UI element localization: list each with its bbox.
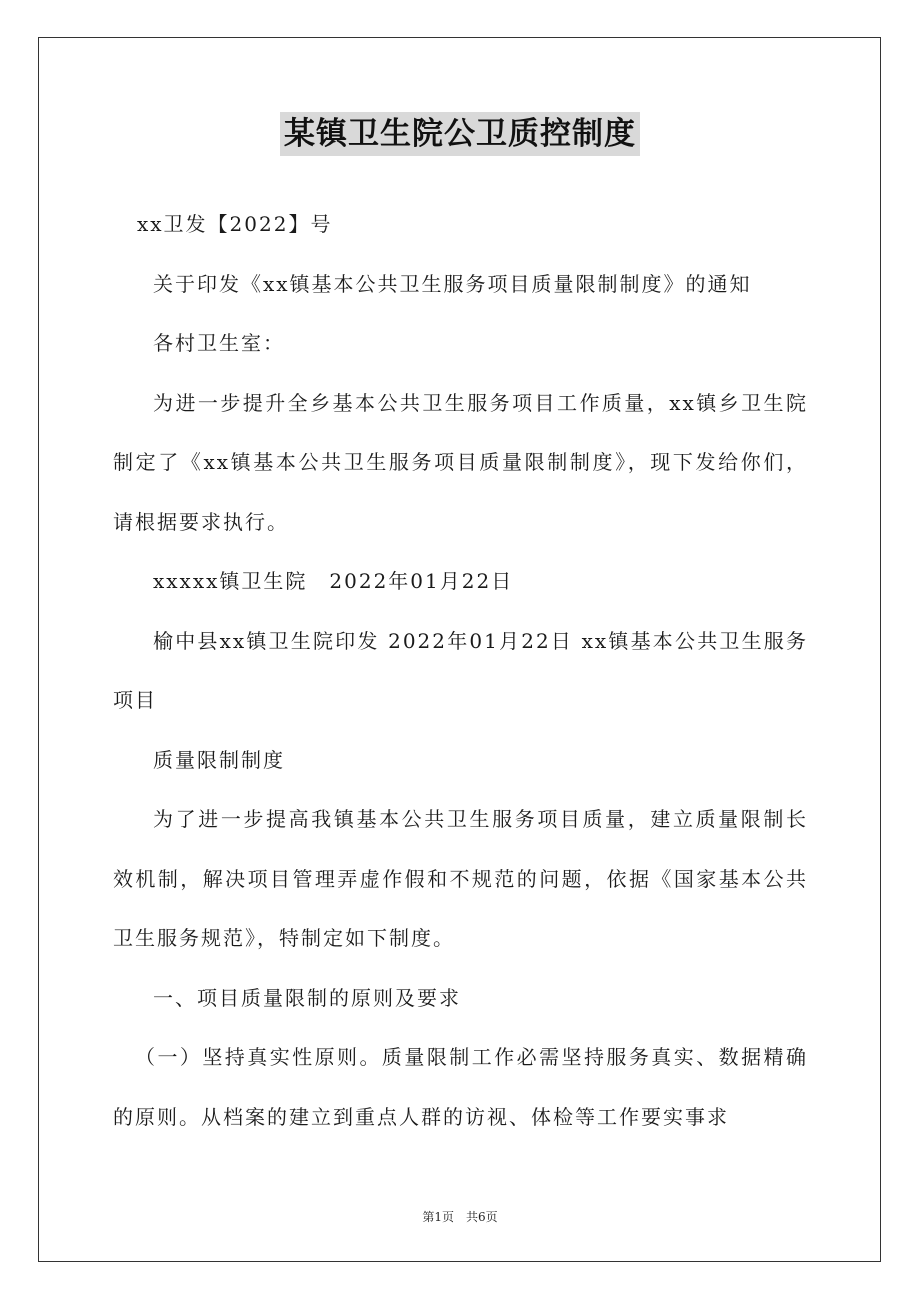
section-title: 质量限制制度: [153, 747, 285, 772]
page-footer: 第1页 共6页: [422, 1210, 498, 1224]
title-container: [0, 112, 920, 156]
doc-number: xx卫发【2022】号: [137, 212, 333, 236]
issuer-line: 榆中县xx镇卫生院印发 2022年01月22日 xx镇基本公共卫生服务项目: [113, 628, 808, 712]
body-paragraph: 为了进一步提高我镇基本公共卫生服务项目质量，建立质量限制长效机制，解决项目管理弄虚作假和不规范的问题，依据《国家基本公共卫生服务规范》，特制定如下制度。: [113, 807, 808, 950]
body-paragraph: 为进一步提升全乡基本公共卫生服务项目工作质量，xx镇乡卫生院制定了《xx镇基本公共卫生服务项目质量限制制度》，现下发给你们，请根据要求执行。: [113, 390, 808, 534]
section-heading: 一、项目质量限制的原则及要求: [153, 985, 461, 1010]
recipient-line: 各村卫生室：: [153, 331, 285, 355]
signature-line: xxxxx镇卫生院 2022年01月22日: [153, 569, 514, 593]
document-title: 某镇卫生院公卫质控制度: [280, 112, 640, 156]
document-body: [113, 195, 808, 1147]
notice-heading: 关于印发《xx镇基本公共卫生服务项目质量限制制度》的通知: [153, 271, 752, 296]
body-paragraph: （一）坚持真实性原则。质量限制工作必需坚持服务真实、数据精确的原则。从档案的建立到重点人群的访视、体检等工作要实事求: [113, 1045, 808, 1129]
